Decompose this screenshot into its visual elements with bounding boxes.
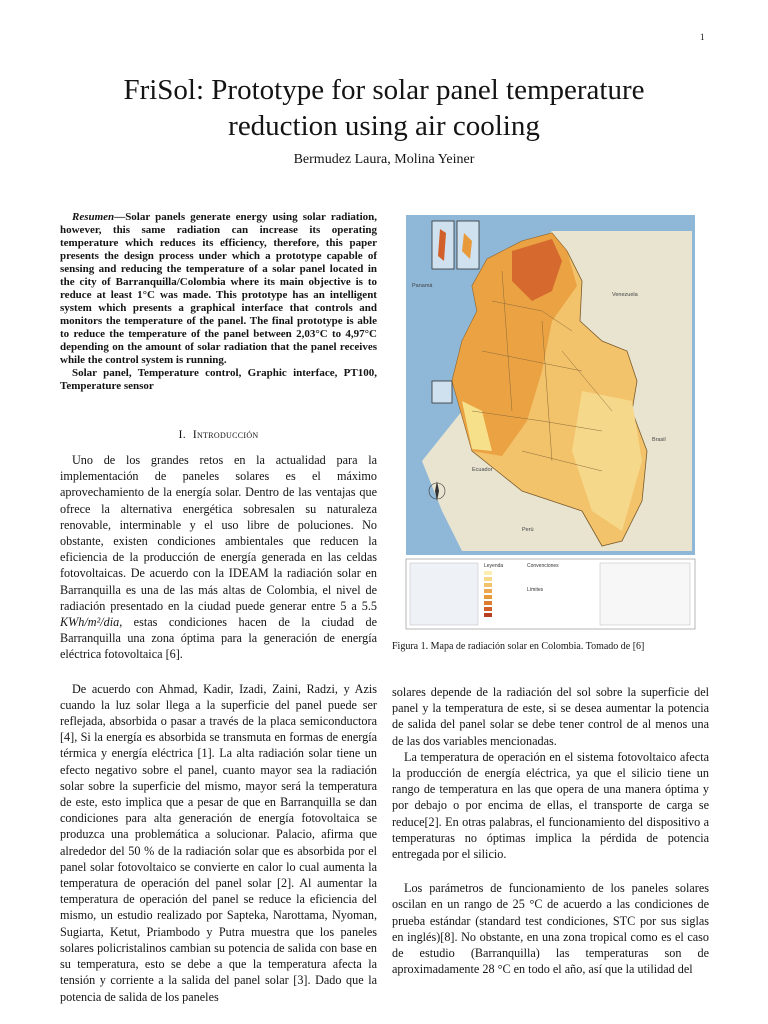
abstract-text-c: to <box>327 328 346 340</box>
abstract-text-b: was made. This prototype has an intelligent system which presents a graphical interface that controls and monitors the temperature of the panel. The final prototype is able to reduce the temperature of the panel between <box>60 289 377 340</box>
map-label-venezuela: Venezuela <box>612 292 638 298</box>
section-heading <box>60 427 377 442</box>
colombia-radiation-map <box>402 211 699 633</box>
para1-text-b: , estas condiciones hacen de la ciudad de Barranquilla una zona óptima para la generación de energía eléctrica fotovoltaica [6]. <box>60 615 377 662</box>
map-label-ecuador: Ecuador <box>472 467 493 473</box>
keywords: Solar panel, Temperature control, Graphic interface, PT100, Temperature sensor <box>60 367 377 392</box>
abstract-val1: 1°C <box>137 289 155 301</box>
legend-limits: Límites <box>527 587 544 593</box>
para1-unit: KWh/m²/dia <box>60 615 120 630</box>
section-number: I. <box>178 427 187 441</box>
abstract-body <box>60 211 377 367</box>
map-label-peru: Perú <box>522 527 534 533</box>
paragraph-3: solares depende de la radiación del sol sobre la superficie del panel y la temperatura de este, si se desea aumentar la potencia de salida del panel solar se debe tener control de al menos una de las dos variables mencionadas. <box>392 685 709 748</box>
right-column <box>392 684 709 977</box>
paragraph-4: La temperatura de operación en el sistema fotovoltaico afecta la producción de energía eléctrica, ya que el silicio tiene un rango de temperatura en las que opera de una manera óptima y por debajo o por encima de ellas, el transporte de carga se reduce[2]. En otras palabras, el funcionamiento del dispositivo a temperaturas no óptimas implica la pérdida de potencia entregada por el silicio. <box>392 749 709 862</box>
authors: Bermudez Laura, Molina Yeiner <box>293 152 475 167</box>
legend-info-block <box>600 563 690 625</box>
section-title: Introducción <box>192 427 259 441</box>
title-line-1: FriSol: Prototype for solar panel temperature <box>123 74 645 106</box>
abstract-label: Resumen <box>72 211 115 223</box>
abstract-val3: 4,97°C <box>345 328 377 340</box>
inset-box-3 <box>432 381 452 403</box>
paragraph-5: Los parámetros de funcionamiento de los paneles solares oscilan en un rango de 25 °C de acuerdo a las condiciones de prueba estándar (standard test condiciones, STC por sus siglas en inglés)[8]. No obstante, en una zona tropical como es el caso de estudio (Barranquilla) las temperaturas son de aproximadamente 28 °C en todo el año, así que la utilidad del <box>392 881 709 977</box>
abstract-text-d: depending on the amount of solar radiation that the panel receives while the control system is running. <box>60 341 377 366</box>
page-number: 1 <box>700 32 705 42</box>
para2-text-a: De acuerdo con Ahmad, Kadir, Izadi, Zaini, Radzi, y Azis cuando la luz solar llega a la superficie del panel puede ser reflejada, absorbida o pasar a través de la placa semiconductora [4], Si la energía es absorbida se transmuta en formas de energía térmica y energía eléctrica [1]. La alta radiación solar tiene un efecto negativo sobre el panel, cuanto mayor sea la radiación solar sobre la superficie del mismo, mayor será la temperatura de este, esto implica que a pesar de que en Barranquilla se dan condiciones para alta generación de energía fotovoltaica se produzca una problemática a solucionar. Palacio, afirma que alrededor del <box>60 681 377 858</box>
abstract-text-a: —Solar panels generate energy using solar radiation, however, this same radiation can increase its operating temperature which reduces its efficiency, therefore, this paper presents the design process under which a prototype capable of sensing and reducing the temperature of a solar panel located in the city of Barranquilla/Colombia where its main objective is to reduce at least <box>60 211 377 301</box>
paper-title <box>0 72 768 144</box>
left-column <box>60 211 377 1005</box>
legend-logo-block <box>410 563 478 625</box>
legend-conventions: Convenciones <box>527 563 559 569</box>
map-image <box>402 211 699 633</box>
abstract <box>60 211 377 393</box>
para2-text-b: de la radiación solar que es absorbida por el panel solar fotovoltaico se convierte en calor lo cual aumenta la temperatura de operación del panel solar [2]. Al aumentar la temperatura de operación del panel se reduce la eficiencia del mismo, un estudio realizado por Sapteka, Narottama, Nyoman, Sugiarta, Ketut, Priambodo y Putra muestra que los paneles solares policristalinos cambian su potencia de salida con base en su temperatura, esto se debe a que la temperatura afecta la tensión y corriente a la salida del panel solar [3]. Dado que la potencia de salida de los paneles <box>60 843 377 1004</box>
title-line-2: reduction using air cooling <box>228 110 540 142</box>
paragraph-2 <box>60 681 377 1005</box>
paragraph-1 <box>60 452 377 663</box>
abstract-val2: 2,03°C <box>296 328 328 340</box>
map-label-panama: Panamá <box>412 283 433 289</box>
map-label-brasil: Brasil <box>652 437 666 443</box>
para1-text-a: Uno de los grandes retos en la actualidad para la implementación de paneles solares es el máximo aprovechamiento de la energía solar. Dentro de las ventajas que ofrece la alternativa energética sobresalen su naturaleza renovable, interminable y el uso libre de poluciones. No obstante, existen condiciones ambientales que reducen la eficiencia de la producción de energía generada en las celdas fotovoltaicas. De acuerdo con la IDEAM la radiación solar en Barranquilla es una de las más altas de Colombia, el nivel de radiación presentado en la ciudad puede generar entre 5 a 5.5 <box>60 453 377 613</box>
legend-title: Leyenda <box>484 563 504 569</box>
figure-caption: Figura 1. Mapa de radiación solar en Colombia. Tomado de [6] <box>392 641 645 652</box>
para2-pct: 50 % <box>128 843 155 858</box>
